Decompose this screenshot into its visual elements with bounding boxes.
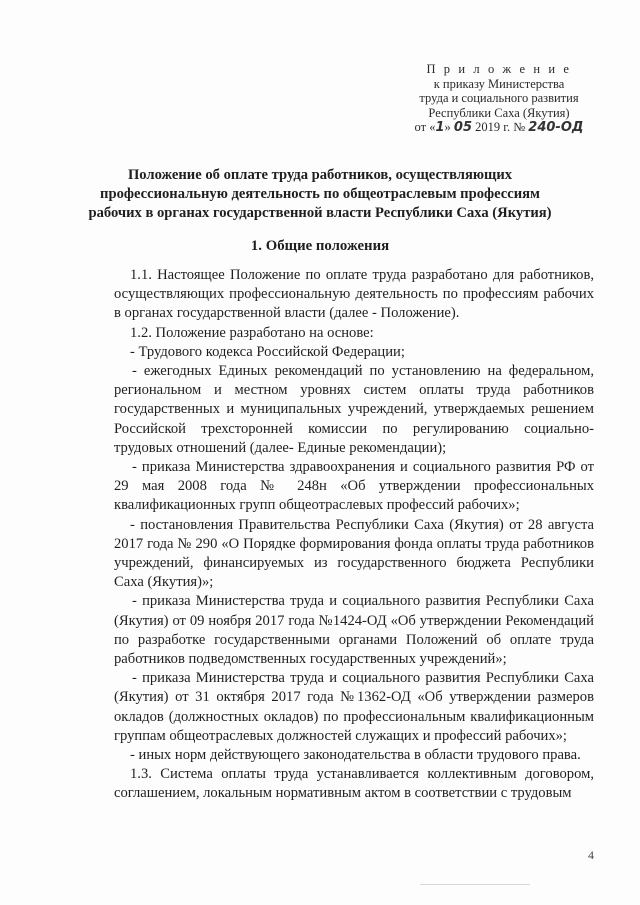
list-item: - приказа Министерства труда и социального развития Республики Саха (Якутия) от 31 октября 2017 года №1362-ОД «Об утверждении размеров окладов (должностных окладов) по профессиональным квалификационным группам общеотраслевых должностей служащих и профессий рабочих»; [114, 670, 594, 744]
date-month: 05 [453, 120, 472, 135]
order-number: 240-ОД [528, 120, 584, 135]
section-heading: 1. Общие положения [250, 238, 390, 254]
page-number: 4 [588, 848, 594, 862]
list-item: - иных норм действующего законодательства в области трудового права. [130, 747, 581, 764]
appendix-date-line [404, 120, 594, 136]
appendix-title: П р и л о ж е н и е [426, 62, 572, 76]
list-item: - Трудового кодекса Российской Федерации; [130, 343, 405, 360]
appendix-header [404, 62, 594, 136]
document-body [114, 266, 594, 804]
paragraph: 1.3. Система оплаты труда устанавливается коллективным договором, соглашением, локальным нормативным актом в соответствии с трудовым [114, 766, 594, 802]
appendix-line: Республики Саха (Якутия) [428, 105, 570, 120]
list-item: - приказа Министерства здравоохранения и социального развития РФ от 29 мая 2008 года № 248н «Об утверждении профессиональных квалификационных групп общеотраслевых профессий рабочих»; [114, 459, 594, 514]
list-item: - постановления Правительства Республики Саха (Якутия) от 28 августа 2017 года № 290 «О Порядке формирования фонда оплаты труда работников учреждений, финансируемых из государственного бюджета Республики Саха (Якутия)»; [114, 516, 594, 591]
date-year: 2019 г. № [475, 120, 526, 134]
date-day: 1 [435, 120, 445, 135]
appendix-line: труда и социального развития [419, 91, 579, 105]
date-mid: » [444, 120, 451, 134]
date-prefix: от « [414, 120, 436, 134]
paragraph: 1.2. Положение разработано на основе: [130, 324, 374, 341]
appendix-line: к приказу Министерства [433, 76, 565, 91]
scan-artifact [420, 884, 530, 885]
list-item: - приказа Министерства труда и социального развития Республики Саха (Якутия) от 09 ноября 2017 года №1424-ОД «Об утверждении Рекомендаций по разработке государственными органами Положений об оплате труда работников подведомственных государственных учреждений»; [114, 593, 594, 668]
document-title: Положение об оплате труда работников, осуществляющих профессиональную деятельность по общеотраслевым профессиям рабочих в органах государственной власти Республики Саха (Якутия) [88, 167, 552, 221]
paragraph: 1.1. Настоящее Положение по оплате труда разработано для работников, осуществляющих профессиональную деятельность по профессиям рабочих в органах государственной власти (далее - Положение). [114, 267, 594, 322]
list-item: - ежегодных Единых рекомендаций по установлению на федеральном, региональном и местном уровнях систем оплаты труда работников государственных и муниципальных учреждений, утверждаемых решением Российской трехсторонней комиссии по регулированию социально-трудовых отношений (далее- Единые рекомендации); [114, 363, 594, 456]
